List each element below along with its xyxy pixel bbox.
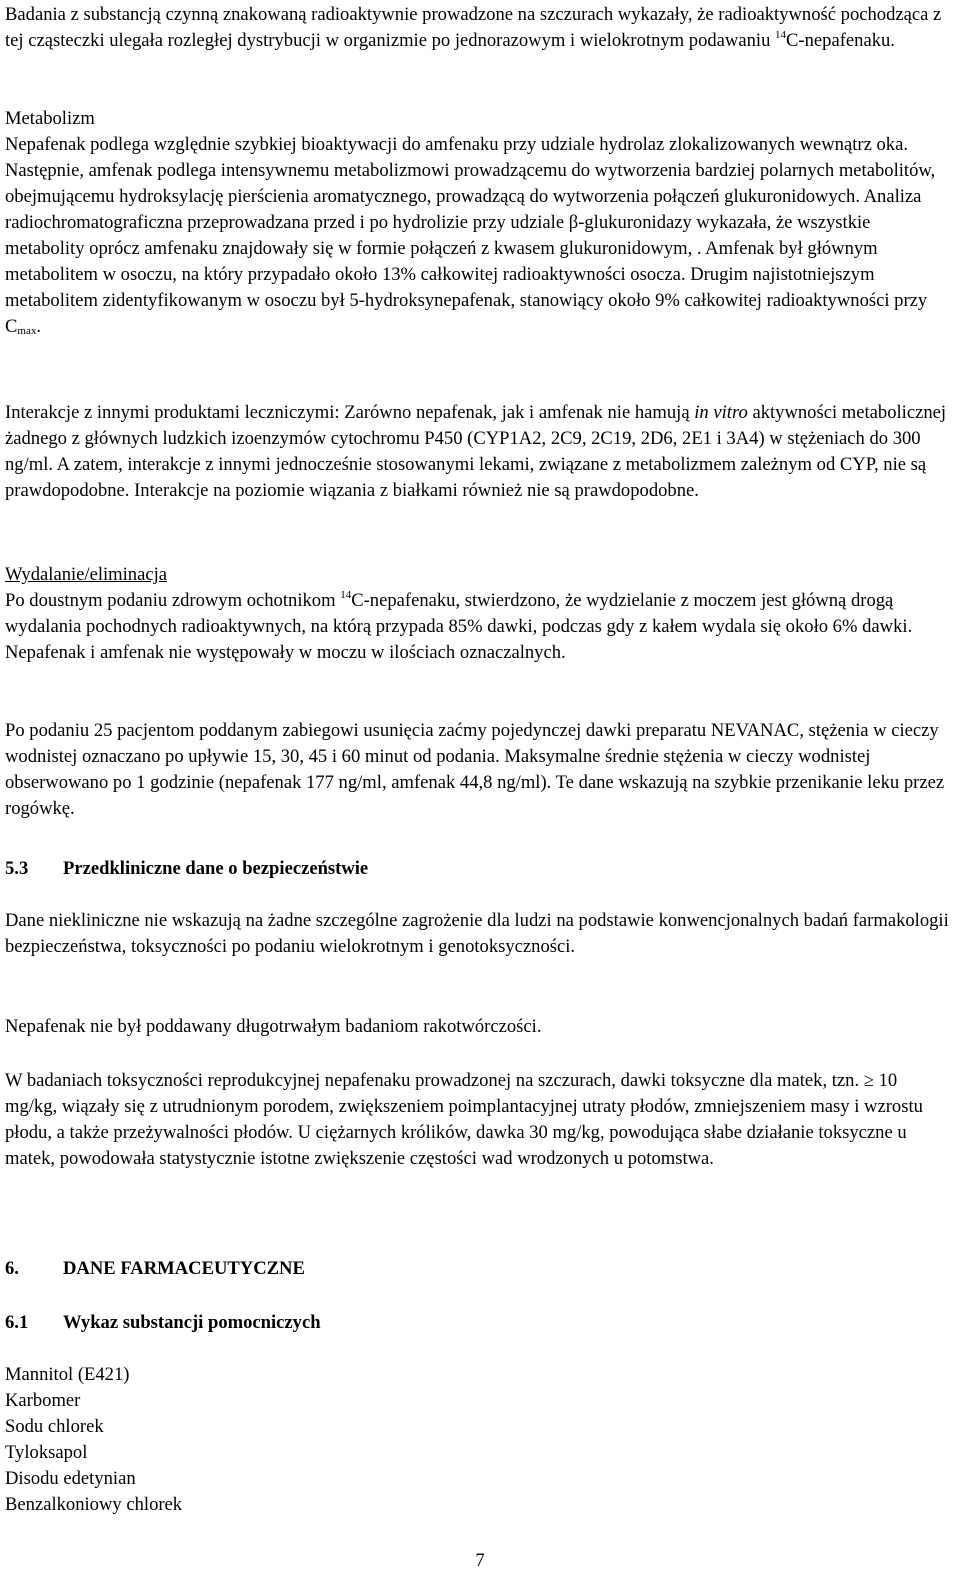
paragraph-carcinogenicity: Nepafenak nie był poddawany długotrwałym badaniom rakotwórczości. (5, 1016, 542, 1037)
page-number: 7 (475, 1550, 485, 1571)
section-heading-6-1: 6.1 Wykaz substancji pomocniczych (5, 1312, 321, 1333)
paragraph-nonclinical: Dane niekliniczne nie wskazują na żadne szczególne zagrożenie dla ludzi na podstawie konwencjonalnych badań farmakologii bezpieczeństwa, toksyczności po podaniu wielokrotnym i genotoksyczności. (5, 910, 949, 957)
section-heading-6: 6. DANE FARMACEUTYCZNE (5, 1258, 305, 1279)
list-item: Mannitol (E421) (5, 1364, 130, 1385)
paragraph-distribution: Badania z substancją czynną znakowaną radioaktywnie prowadzone na szczurach wykazały, że radioaktywność pochodząca z tej cząsteczki ulegała rozległej dystrybucji w organizmie po jednorazowym i wielokrotnym podawaniu $^{14}$C-nepafenaku. (5, 4, 942, 51)
elimination-heading: Wydalanie/eliminacja (5, 564, 168, 585)
section-metabolism (5, 106, 953, 340)
list-item: Tyloksapol (5, 1442, 88, 1463)
paragraph-patients: Po podaniu 25 pacjentom poddanym zabiegowi usunięcia zaćmy pojedynczej dawki preparatu NEVANAC, stężenia w cieczy wodnistej oznaczano po upływie 15, 30, 45 i 60 minut od podania. Maksymalne średnie stężenia w cieczy wodnistej obserwowano po 1 godzinie (nepafenak 177 ng/ml, amfenak 44,8 ng/ml). Te dane wskazują na szybkie przenikanie leku przez rogówkę. (5, 720, 945, 819)
excipients-list (5, 1362, 953, 1518)
paragraph-metabolism: Nepafenak podlega względnie szybkiej bioaktywacji do amfenaku przy udziale hydrolaz zlokalizowanych wewnątrz oka. Następnie, amfenak podlega intensywnemu metabolizmowi prowadzącemu do wytworzenia bardziej polarnych metabolitów, obejmującemu hydroksylację pierścienia aromatycznego, prowadzącą do wytworzenia połączeń glukuronidowych. Analiza radiochromatograficzna przeprowadzana przed i po hydrolizie przy udziale β-glukuronidazy wykazała, że wszystkie metabolity oprócz amfenaku znajdowały się w formie połączeń z kwasem glukuronidowym, . Amfenak był głównym metabolitem w osoczu, na który przypadało około 13% całkowitej radioaktywności osocza. Drugim najistotniejszym metabolitem zidentyfikowanym w osoczu był 5-hydroksynepafenak, stanowiący około 9% całkowitej radioaktywności przy $C_{max}$. (5, 134, 936, 337)
list-item: Disodu edetynian (5, 1468, 136, 1489)
metabolism-heading: Metabolizm (5, 108, 95, 129)
paragraph-interactions: Interakcje z innymi produktami leczniczymi: Zarówno nepafenak, jak i amfenak nie hamują in vitro aktywności metabolicznej żadnego z głównych ludzkich izoenzymów cytochromu P450 (CYP1A2, 2C9, 2C19, 2D6, 2E1 i 3A4) w stężeniach do 300 ng/ml. A zatem, interakcje z innymi jednocześnie stosowanymi lekami, związane z metabolizmem zależnym od CYP, nie są prawdopodobne. Interakcje na poziomie wiązania z białkami również nie są prawdopodobne. (5, 402, 947, 501)
section-elimination (5, 562, 953, 666)
list-item: Sodu chlorek (5, 1416, 104, 1437)
paragraph-reproductive-toxicity: W badaniach toksyczności reprodukcyjnej nepafenaku prowadzonej na szczurach, dawki toksyczne dla matek, tzn. ≥ 10 mg/kg, wiązały się z utrudnionym porodem, zwiększeniem poimplantacyjnej utraty płodów, zmniejszeniem masy i wzrostu płodu, a także przeżywalności płodów. U ciężarnych królików, dawka 30 mg/kg, powodująca słabe działanie toksyczne u matek, powodowała statystycznie istotne zwiększenie częstości wad wrodzonych u potomstwa. (5, 1070, 923, 1169)
paragraph-elimination: Po doustnym podaniu zdrowym ochotnikom $^{14}$C-nepafenaku, stwierdzono, że wydzielanie z moczem jest główną drogą wydalania pochodnych radioaktywnych, na którą przypada 85% dawki, podczas gdy z kałem wydala się około 6% dawki. Nepafenak i amfenak nie występowały w moczu w ilościach oznaczalnych. (5, 588, 913, 663)
section-heading-5-3: 5.3 Przedkliniczne dane o bezpieczeństwie (5, 858, 369, 879)
list-item: Benzalkoniowy chlorek (5, 1494, 183, 1515)
list-item: Karbomer (5, 1390, 81, 1411)
